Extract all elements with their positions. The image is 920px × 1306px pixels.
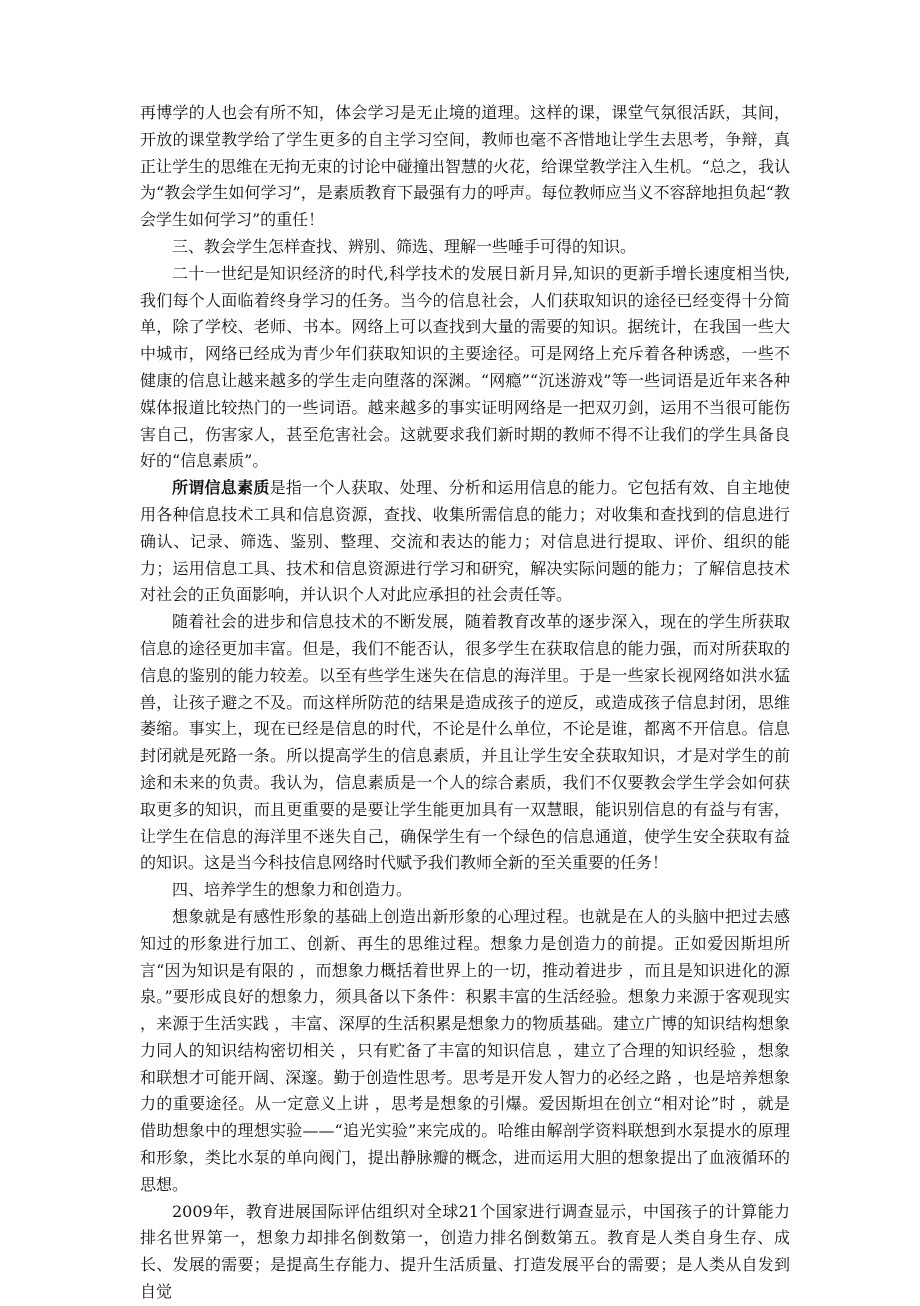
- paragraph-2: 二十一世纪是知识经济的时代,科学技术的发展日新月异,知识的更新手增长速度相当快,我们每个人面临着终身学习的任务。当今的信息社会，人们获取知识的途径已经变得十分简单，除了学校、老师、书本。网络上可以查找到大量的需要的知识。据统计，在我国一些大中城市，网络已经成为青少年们获取知识的主要途径。可是网络上充斥着各种诱惑，一些不健康的信息让越来越多的学生走向堕落的深渊。“网瘾”“沉迷游戏”等一些词语是近年来各种媒体报道比较热门的一些词语。越来越多的事实证明网络是一把双刃剑，运用不当很可能伤害自己，伤害家人，甚至危害社会。这就要求我们新时期的教师不得不让我们的学生具备良好的“信息素质”。: [140, 263, 790, 471]
- paragraph-3: [140, 475, 790, 609]
- section-heading-4: 四、培养学生的想象力和创造力。: [172, 880, 413, 900]
- section-heading-3: 三、教会学生怎样查找、辨别、筛选、理解一些唾手可得的知识。: [172, 236, 637, 256]
- paragraph-6: 2009年，教育进展国际评估组织对全球21个国家进行调查显示，中国孩子的计算能力排名世界第一，想象力却排名倒数第一，创造力排名倒数第五。教育是人类自身生存、成长、发展的需要；是提高生存能力、提升生活质量、打造发展平台的需要；是人类从自发到自觉: [140, 1201, 790, 1302]
- document-page: [140, 100, 790, 1306]
- bold-term: 所谓信息素质: [172, 478, 270, 498]
- paragraph-5: 想象就是有感性形象的基础上创造出新形象的心理过程。也就是在人的头脑中把过去感知过的形象进行加工、创新、再生的思维过程。想象力是创造力的前提。正如爱因斯坦所言“因为知识是有限的 ，而想象力概括着世界上的一切，推动着进步 ，而且是知识进化的源泉。”要形成良好的想象力，须具备以下条件：积累丰富的生活经验。想象力来源于客观现实 ，来源于生活实践 ，丰富、深厚的生活积累是想象力的物质基础。建立广博的知识结构想象力同人的知识结构密切相关 ，只有贮备了丰富的知识信息 ，建立了合理的知识经验 ，想象和联想才可能开阔、深邃。勤于创造性思考。思考是开发人智力的必经之路 ，也是培养想象力的重要途径。从一定意义上讲 ，思考是想象的引爆。爱因斯坦在创立“相对论”时 ，就是借助想象中的理想实验——“追光实验”来完成的。哈维由解剖学资料联想到水泵提水的原理和形象，类比水泵的单向阀门，提出静脉瓣的概念，进而运用大胆的想象提出了血液循环的思想。: [140, 906, 790, 1194]
- paragraph-4: 随着社会的进步和信息技术的不断发展，随着教育改革的逐步深入，现在的学生所获取信息的途径更加丰富。但是，我们不能否认，很多学生在获取信息的能力强，而对所获取的信息的鉴别的能力较差。以至有些学生迷失在信息的海洋里。于是一些家长视网络如洪水猛兽，让孩子避之不及。而这样所防范的结果是造成孩子的逆反，或造成孩子信息封闭，思维萎缩。事实上，现在已经是信息的时代，不论是什么单位，不论是谁，都离不开信息。信息封闭就是死路一条。所以提高学生的信息素质，并且让学生安全获取知识，才是对学生的前途和未来的负责。我认为，信息素质是一个人的综合素质，我们不仅要教会学生学会如何获取更多的知识，而且更重要的是要让学生能更加具有一双慧眼，能识别信息的有益与有害，让学生在信息的海洋里不迷失自己，确保学生有一个绿色的信息通道，使学生安全获取有益的知识。这是当今科技信息网络时代赋予我们教师全新的至关重要的任务！: [140, 612, 790, 873]
- paragraph-1: 再博学的人也会有所不知，体会学习是无止境的道理。这样的课，课堂气氛很活跃，其间，开放的课堂教学给了学生更多的自主学习空间，教师也毫不吝惜地让学生去思考，争辩，真正让学生的思维在无拘无束的讨论中碰撞出智慧的火花，给课堂教学注入生机。“总之，我认为“教会学生如何学习”，是素质教育下最强有力的呼声。每位教师应当义不容辞地担负起“教会学生如何学习”的重任！: [140, 103, 790, 230]
- paragraph-3-text: 是指一个人获取、处理、分析和运用信息的能力。它包括有效、自主地使用各种信息技术工具和信息资源，查找、收集所需信息的能力；对收集和查找到的信息进行确认、记录、筛选、鉴别、整理、交流和表达的能力；对信息进行提取、评价、组织的能力；运用信息工具、技术和信息资源进行学习和研究，解决实际问题的能力；了解信息技术对社会的正负面影响，并认识个人对此应承担的社会责任等。: [140, 478, 790, 605]
